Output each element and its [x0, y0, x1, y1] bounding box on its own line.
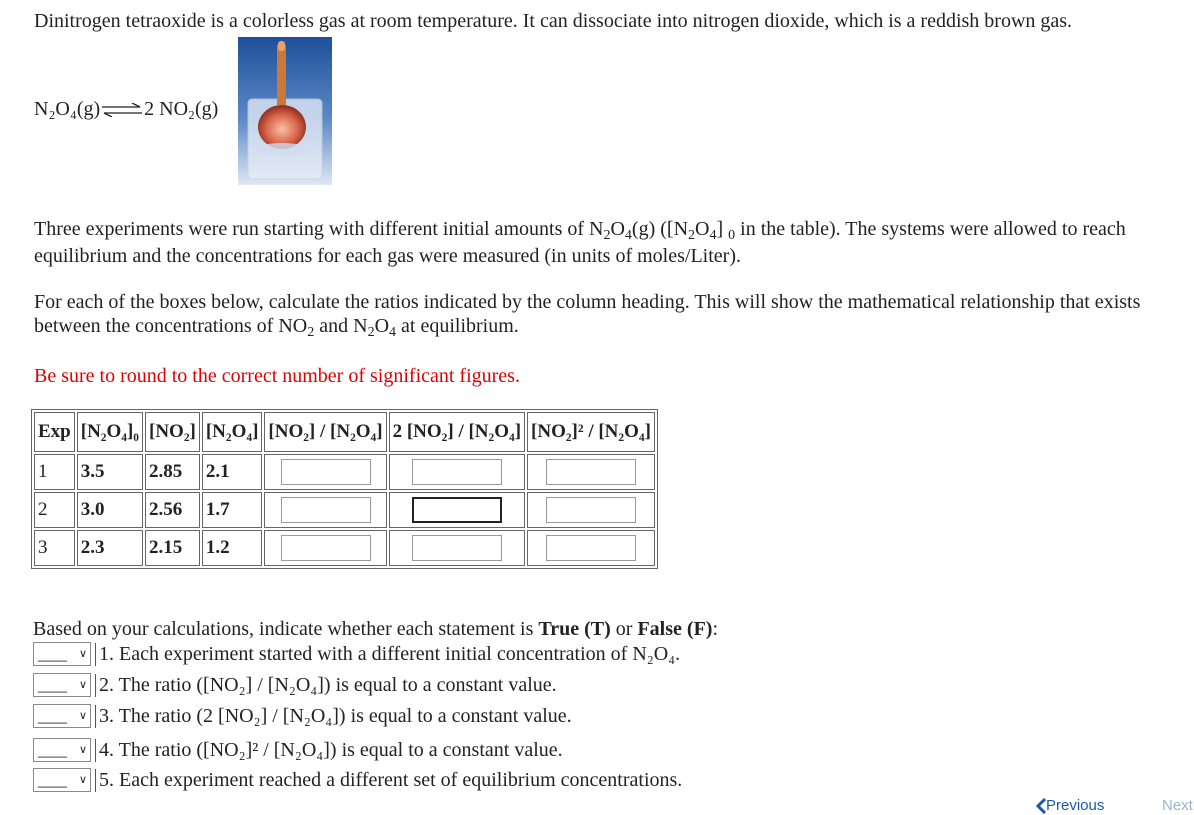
cell-ratio-1: [264, 530, 386, 566]
ratio-3-input[interactable]: [546, 535, 636, 561]
cell-exp: 2: [34, 492, 75, 528]
header-ratio-2: 2 [NO₂] / [N₂O₄]: [389, 412, 525, 452]
cell-ratio-1: [264, 492, 386, 528]
statement-4-text: 4. The ratio ([NO₂]² / [N₂O₄]) is equal to a constant value.: [95, 739, 563, 762]
next-button[interactable]: [1162, 797, 1193, 814]
sig-fig-warning: Be sure to round to the correct number of significant figures.: [34, 365, 520, 387]
ratio-2-input[interactable]: [412, 459, 502, 485]
chevron-down-icon: ∨: [78, 773, 87, 786]
cell-ratio-2: [389, 530, 525, 566]
reaction-equation: [34, 98, 218, 121]
chevron-down-icon: ∨: [78, 743, 87, 756]
header-ratio-1: [NO₂] / [N₂O₄]: [264, 412, 386, 452]
cell-n2o4: 2.1: [202, 454, 263, 490]
statements-header: Based on your calculations, indicate whether each statement is True (T) or False (F):: [33, 618, 719, 640]
intro-text: Dinitrogen tetraoxide is a colorless gas at room temperature. It can dissociate into nitrogen dioxide, which is a reddish brown gas.: [34, 10, 1073, 32]
statement-3-text: 3. The ratio (2 [NO₂] / [N₂O₄]) is equal to a constant value.: [95, 705, 572, 728]
ratio-1-input[interactable]: [281, 497, 371, 523]
table-header-row: [34, 412, 655, 452]
cell-ratio-1: [264, 454, 386, 490]
equation-reactant: N₂O₄(g): [34, 98, 101, 120]
statement-4-dropdown[interactable]: ____ ∨: [33, 738, 91, 762]
cell-n2o4: 1.2: [202, 530, 263, 566]
cell-ratio-3: [527, 454, 655, 490]
statement-5-text: 5. Each experiment reached a different set of equilibrium concentrations.: [95, 769, 682, 792]
flask-photo: [238, 37, 332, 185]
statement-2: [33, 673, 557, 697]
cell-ratio-2: [389, 454, 525, 490]
cell-no2: 2.85: [145, 454, 200, 490]
table-row: [34, 454, 655, 490]
header-n2o4: [N₂O₄]: [202, 412, 263, 452]
table-row: [34, 530, 655, 566]
ratio-1-input[interactable]: [281, 459, 371, 485]
statement-4: [33, 738, 563, 762]
chevron-down-icon: ∨: [78, 647, 87, 660]
ratio-2-input[interactable]: [412, 497, 502, 523]
chevron-down-icon: ∨: [78, 709, 87, 722]
cell-initial: 3.5: [77, 454, 143, 490]
statement-2-text: 2. The ratio ([NO₂] / [N₂O₄]) is equal to a constant value.: [95, 674, 557, 697]
cell-initial: 2.3: [77, 530, 143, 566]
cell-initial: 3.0: [77, 492, 143, 528]
statement-5: [33, 768, 682, 792]
statement-3: [33, 704, 572, 728]
header-exp: Exp: [34, 412, 75, 452]
cell-ratio-2: [389, 492, 525, 528]
equilibrium-arrow-icon: [102, 103, 142, 117]
ratio-2-input[interactable]: [412, 535, 502, 561]
next-label: Next: [1162, 797, 1193, 814]
ratio-3-input[interactable]: [546, 459, 636, 485]
statement-1-dropdown[interactable]: ____ ∨: [33, 642, 91, 666]
previous-button[interactable]: [1036, 797, 1104, 814]
ratio-1-input[interactable]: [281, 535, 371, 561]
equation-product: 2 NO₂(g): [144, 98, 219, 120]
table-row: [34, 492, 655, 528]
cell-exp: 3: [34, 530, 75, 566]
chevron-down-icon: ∨: [78, 678, 87, 691]
header-initial-n2o4: [N₂O₄]₀: [77, 412, 143, 452]
cell-n2o4: 1.7: [202, 492, 263, 528]
header-ratio-3: [NO₂]² / [N₂O₄]: [527, 412, 655, 452]
cell-exp: 1: [34, 454, 75, 490]
instructions-text: For each of the boxes below, calculate the ratios indicated by the column heading. This will show the mathematical relationship that exists between the concentrations of $NO_2$ and $N_2O_4$ at equilibrium.: [34, 291, 1141, 340]
cell-ratio-3: [527, 492, 655, 528]
cell-no2: 2.15: [145, 530, 200, 566]
statement-3-dropdown[interactable]: ____ ∨: [33, 704, 91, 728]
previous-label: Previous: [1046, 797, 1105, 814]
statement-1: [33, 642, 680, 666]
experiment-description: Three experiments were run starting with different initial amounts of $N_2O_4(g)$ ($[N_2O_4]$ $_0$ in the table). The systems were allowed to reach equilibrium and the concentrations for each gas were measured (in units of moles/Liter).: [34, 218, 1126, 267]
header-no2: [NO₂]: [145, 412, 200, 452]
statement-5-dropdown[interactable]: ____ ∨: [33, 768, 91, 792]
statement-2-dropdown[interactable]: ____ ∨: [33, 673, 91, 697]
statement-1-text: 1. Each experiment started with a different initial concentration of N₂O₄.: [95, 643, 680, 666]
chevron-left-icon: [1036, 798, 1046, 814]
ratio-3-input[interactable]: [546, 497, 636, 523]
cell-no2: 2.56: [145, 492, 200, 528]
data-table: [31, 409, 658, 569]
cell-ratio-3: [527, 530, 655, 566]
